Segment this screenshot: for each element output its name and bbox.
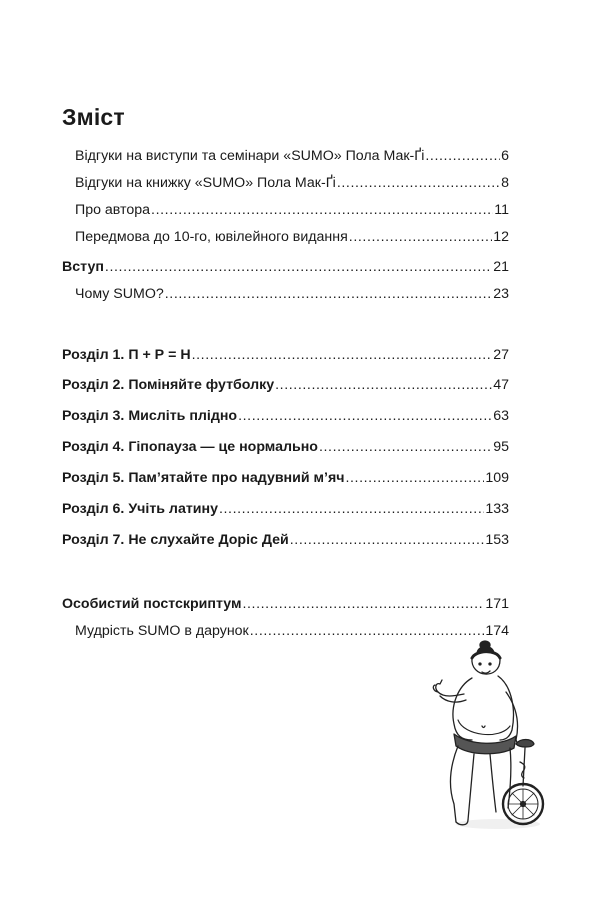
toc-entry-title: Мудрість SUMO в дарунок bbox=[75, 623, 249, 639]
toc-leader-dots bbox=[151, 201, 493, 219]
toc-entry[interactable] bbox=[75, 174, 509, 192]
toc-entry[interactable] bbox=[62, 531, 509, 549]
toc-leader-dots bbox=[425, 147, 500, 165]
toc-entry-page: 95 bbox=[493, 439, 509, 455]
toc-leader-dots bbox=[275, 376, 492, 394]
toc-leader-dots bbox=[337, 174, 500, 192]
toc-entry-title: Розділ 1. П + Р = Н bbox=[62, 347, 191, 363]
toc-leader-dots bbox=[105, 258, 492, 276]
sumo-wrestler-unicycle-illustration bbox=[420, 636, 555, 836]
page-title: Зміст bbox=[62, 104, 125, 130]
toc-entry[interactable] bbox=[62, 376, 509, 394]
toc-entry-title: Розділ 4. Гіпопауза — це нормально bbox=[62, 439, 318, 455]
toc-entry-page: 171 bbox=[485, 596, 509, 612]
toc-entry-page: 63 bbox=[493, 408, 509, 424]
toc-entry-page: 109 bbox=[485, 470, 509, 486]
toc-leader-dots bbox=[319, 438, 492, 456]
toc-leader-dots bbox=[165, 285, 492, 303]
toc-entry-title: Передмова до 10-го, ювілейного видання bbox=[75, 229, 348, 245]
toc-entry[interactable] bbox=[62, 595, 509, 613]
toc-entry[interactable] bbox=[62, 258, 509, 276]
toc-entry-page: 11 bbox=[494, 202, 509, 218]
toc-entry[interactable] bbox=[62, 438, 509, 456]
toc-entry-page: 21 bbox=[493, 259, 509, 275]
toc-leader-dots bbox=[349, 228, 492, 246]
toc-leader-dots bbox=[242, 595, 484, 613]
toc-entry[interactable] bbox=[62, 346, 509, 364]
toc-entry-title: Розділ 6. Учіть латину bbox=[62, 501, 218, 517]
toc-entry-title: Про автора bbox=[75, 202, 151, 218]
toc-leader-dots bbox=[290, 531, 485, 549]
toc-entry-page: 133 bbox=[485, 501, 509, 517]
toc-entry[interactable] bbox=[62, 407, 509, 425]
toc-entry-title: Розділ 2. Поміняйте футболку bbox=[62, 377, 275, 393]
toc-entry[interactable] bbox=[75, 147, 509, 165]
toc-entry-page: 27 bbox=[493, 347, 509, 363]
toc-entry[interactable] bbox=[75, 201, 509, 219]
toc-entry[interactable] bbox=[75, 228, 509, 246]
toc-leader-dots bbox=[238, 407, 492, 425]
toc-entry-page: 6 bbox=[501, 148, 509, 164]
toc-entry-title: Відгуки на виступи та семінари «SUMO» Пола Мак-Ґі bbox=[75, 148, 425, 164]
toc-entry-title: Вступ bbox=[62, 259, 104, 275]
toc-entry-title: Розділ 3. Мисліть плідно bbox=[62, 408, 238, 424]
toc-entry-page: 12 bbox=[493, 229, 509, 245]
toc-leader-dots bbox=[192, 346, 493, 364]
toc-entry-title: Відгуки на книжку «SUMO» Пола Мак-Ґі bbox=[75, 175, 336, 191]
toc-entry-page: 47 bbox=[493, 377, 509, 393]
toc-entry-page: 174 bbox=[485, 623, 509, 639]
toc-entry-page: 153 bbox=[485, 532, 509, 548]
toc-entry[interactable] bbox=[62, 500, 509, 518]
toc-entry[interactable] bbox=[62, 469, 509, 487]
toc-entry[interactable] bbox=[75, 285, 509, 303]
toc-entry-title: Чому SUMO? bbox=[75, 286, 164, 302]
toc-leader-dots bbox=[219, 500, 484, 518]
toc-entry-title: Особистий постскриптум bbox=[62, 596, 242, 612]
toc-entry-title: Розділ 5. Пам’ятайте про надувний м’яч bbox=[62, 470, 345, 486]
toc-leader-dots bbox=[345, 469, 484, 487]
toc-entry-page: 8 bbox=[501, 175, 509, 191]
toc-entry-title: Розділ 7. Не слухайте Доріс Дей bbox=[62, 532, 289, 548]
toc-entry-page: 23 bbox=[493, 286, 509, 302]
